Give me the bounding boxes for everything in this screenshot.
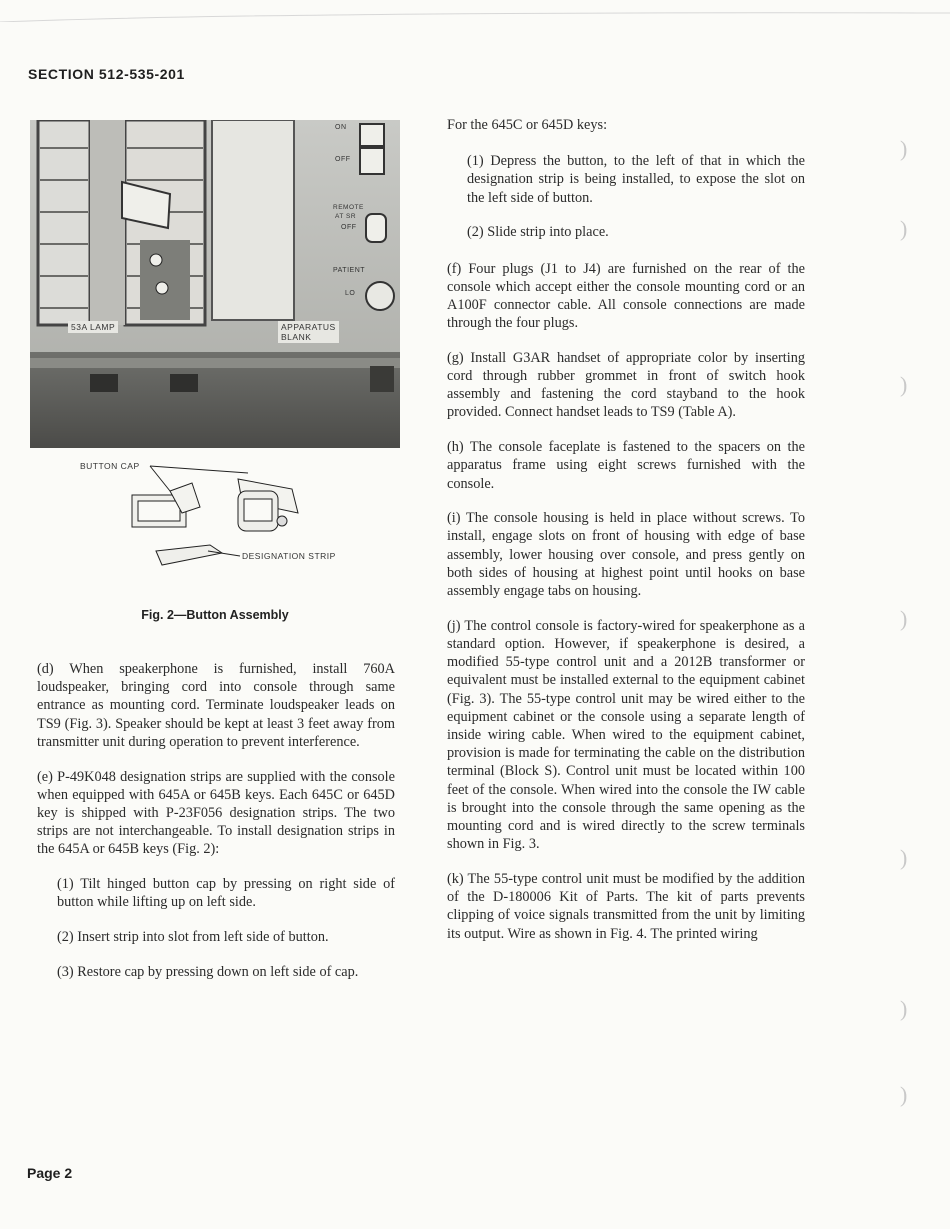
paragraph-k: (k) The 55-type control unit must be modified by the addition of the D-180006 Kit of Parts. The kit of parts prevents clipping of voice signals transmitted from the unit by limiting its output. Wire as shown in Fig. 4. The printed wiring: [447, 870, 805, 942]
label-off: OFF: [335, 156, 351, 163]
paragraph-c2: (2) Slide strip into place.: [467, 224, 609, 241]
label-on: ON: [335, 124, 347, 131]
paragraph-e-2: (2) Insert strip into slot from left side of button.: [57, 928, 329, 945]
label-designation-strip: DESIGNATION STRIP: [242, 551, 336, 561]
label-button-cap: BUTTON CAP: [80, 461, 140, 471]
label-lo: LO: [345, 290, 356, 297]
paragraph-e-1: (1) Tilt hinged button cap by pressing on right side of button while lifting up on left side.: [57, 876, 395, 911]
figure-caption: Fig. 2—Button Assembly: [141, 608, 289, 622]
paragraph-c1: (1) Depress the button, to the left of that in which the designation strip is being installed, to expose the slot on the left side of button.: [467, 153, 805, 206]
label-53a-lamp: 53A LAMP: [68, 321, 118, 333]
paragraph-h: (h) The console faceplate is fastened to the spacers on the apparatus frame using eight screws furnished with the console.: [447, 439, 805, 492]
label-remote: REMOTE: [333, 204, 364, 211]
right-column: [447, 116, 805, 959]
paragraph-f: (f) Four plugs (J1 to J4) are furnished on the rear of the console which accept either the console mounting cord or an A100F connector cable. All console connections are made through the four plugs.: [447, 260, 805, 332]
section-header: SECTION 512-535-201: [28, 66, 185, 82]
paragraph-j: (j) The control console is factory-wired for speakerphone as a standard option. However, if speakerphone is desired, a modified 55-type control unit and a 2012B transformer or equivalent must be installed external to the equipment cabinet (Fig. 3). The 55-type control unit may be wired either to the equipment cabinet or the console using a separate length of inside wiring cable. When wired to the equipment cabinet, provision is made for terminating the cable on the distribution terminal (Block S). Control unit must be located within 100 feet of the console. When wired into the console the IW cable is brought into the console through the same opening as the mounting cord and is wired directly to the screw terminals shown in Fig. 3.: [447, 617, 805, 853]
margin-mark: ): [900, 372, 908, 397]
paragraph-g: (g) Install G3AR handset of appropriate color by inserting cord through rubber grommet in front of switch hook assembly and fastening the cord stayband to the hook provided. Connect handset leads to TS9 (Table A).: [447, 349, 805, 421]
margin-mark: ): [900, 136, 908, 161]
button-assembly-drawing: [78, 455, 378, 585]
left-column: [37, 660, 395, 997]
margin-mark: ): [900, 996, 908, 1021]
label-off-2: OFF: [341, 224, 357, 231]
label-patient: PATIENT: [333, 267, 366, 274]
margin-mark: ): [900, 845, 908, 870]
margin-mark: ): [900, 216, 908, 241]
label-apparatus: APPARATUS: [281, 322, 336, 332]
paragraph-d: (d) When speakerphone is furnished, install 760A loudspeaker, bringing cord into console through same entrance as mounting cord. Terminate loudspeaker leads on TS9 (Fig. 3). Speaker should be kept at least 3 feet away from transmitter unit during operation to prevent interference.: [37, 661, 395, 750]
paragraph-lead: For the 645C or 645D keys:: [447, 117, 608, 133]
label-blank: BLANK: [281, 332, 312, 342]
label-remote-2: AT SR: [335, 213, 357, 220]
margin-mark: ): [900, 606, 908, 631]
paragraph-e-3: (3) Restore cap by pressing down on left side of cap.: [57, 963, 359, 980]
page-number: Page 2: [27, 1165, 73, 1181]
label-apparatus-blank: [278, 321, 339, 343]
paragraph-e: (e) P-49K048 designation strips are supplied with the console when equipped with 645A or 645B keys. Each 645C or 645D key is shipped with P-23F056 designation strips. The two strips are not interchangeable. To install designation strips in the 645A or 645B keys (Fig. 2):: [37, 768, 395, 858]
console-photo: [30, 120, 400, 448]
paragraph-i: (i) The console housing is held in place without screws. To install, engage slots on front of housing with edge of base assembly, lower housing over console, and press gently on both sides of housing at highest point until hooks on base assembly engage tabs on housing.: [447, 510, 805, 600]
scan-artifact-line: [0, 8, 950, 22]
margin-mark: ): [900, 1082, 908, 1107]
